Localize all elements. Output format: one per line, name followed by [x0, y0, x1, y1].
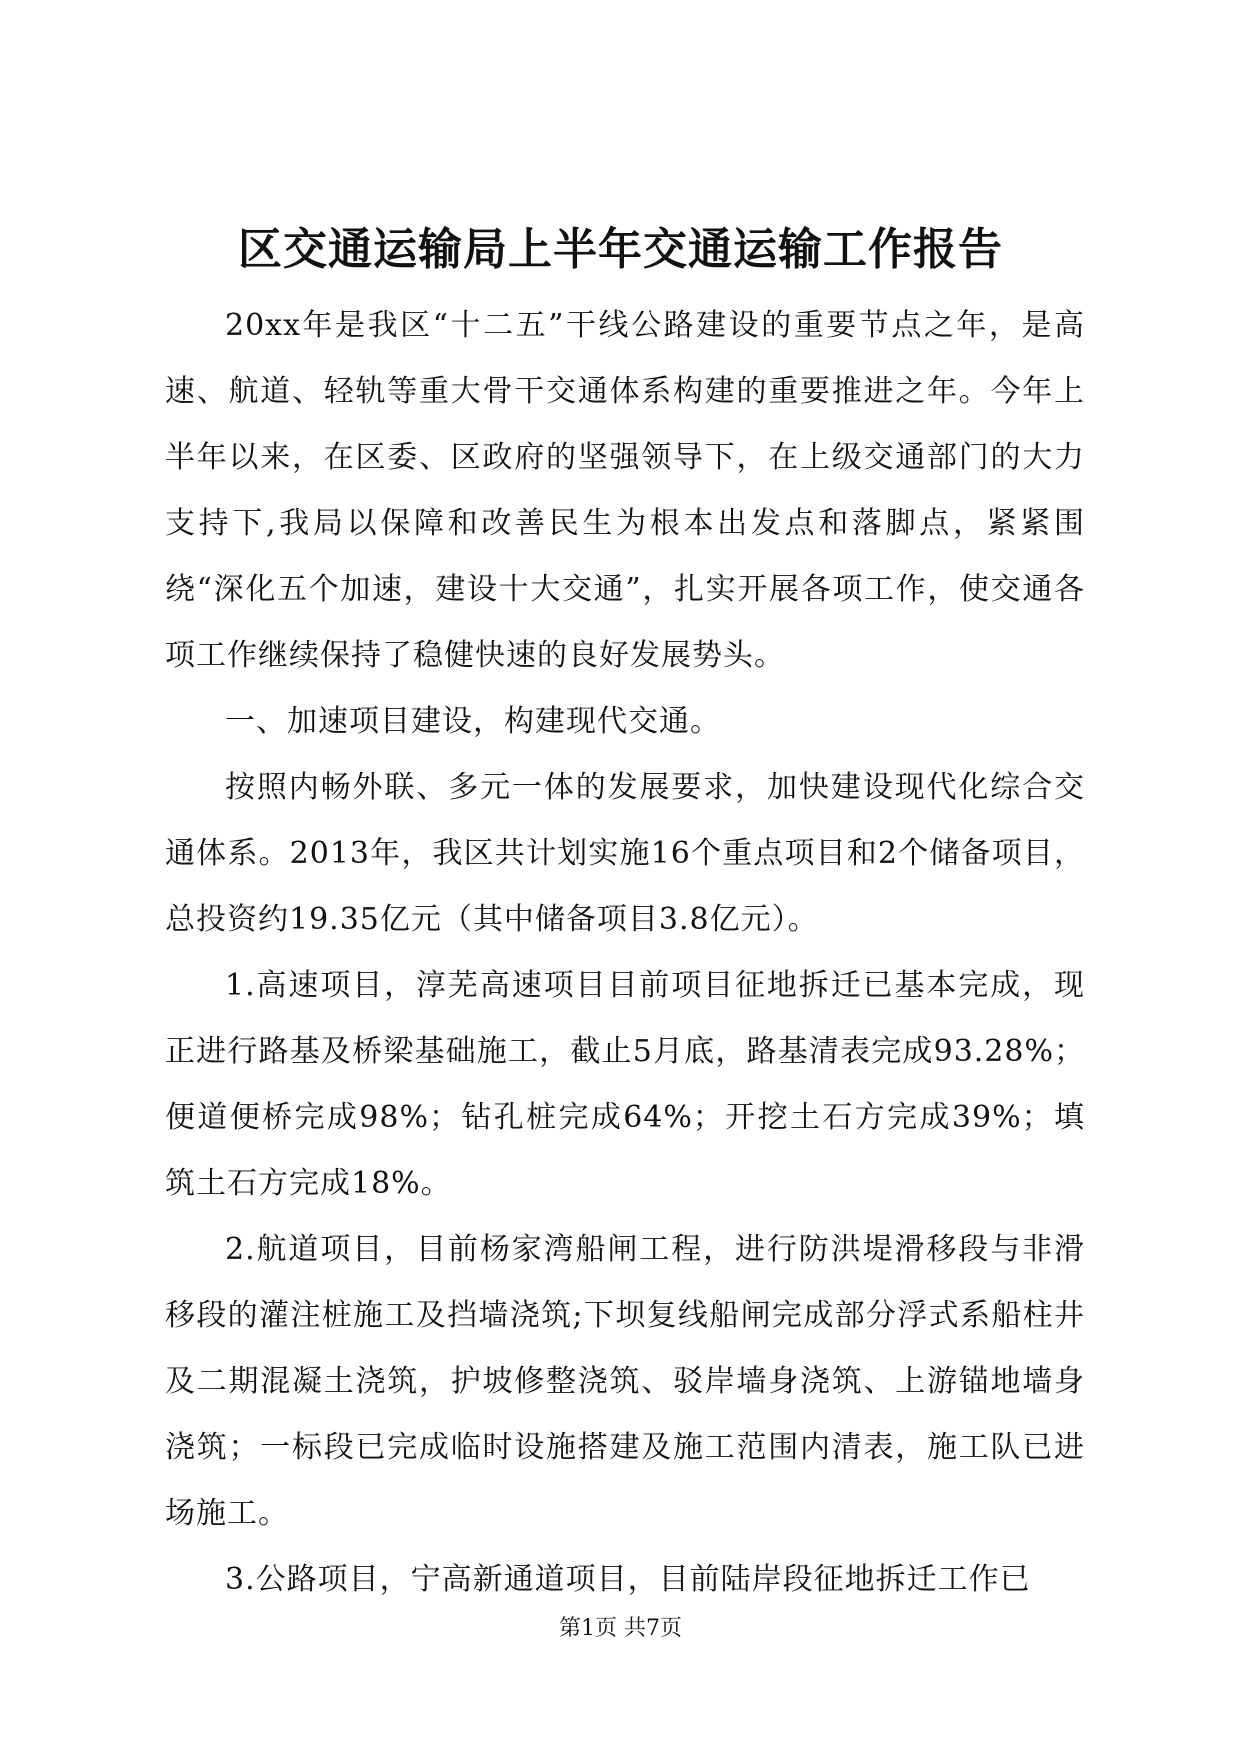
section-heading-1: 一、加速项目建设，构建现代交通。: [225, 704, 721, 739]
paragraph-waterway-project: 2.航道项目，目前杨家湾船闸工程，进行防洪堤滑移段与非滑移段的灌注桩施工及挡墙浇筑;下坝复线船闸完成部分浮式系船柱井及二期混凝土浇筑，护坡修整浇筑、驳岸墙身浇筑、上游锚地墙身浇筑；一标段已完成临时设施搭建及施工范围内清表，施工队已进场施工。: [165, 1232, 1085, 1531]
paragraph-road-project: 3.公路项目，宁高新通道项目，目前陆岸段征地拆迁工作已: [225, 1562, 1031, 1597]
paragraph-section-1: 按照内畅外联、多元一体的发展要求，加快建设现代化综合交通体系。2013年，我区共计划实施16个重点项目和2个储备项目，总投资约19.35亿元（其中储备项目3.8亿元）。: [165, 770, 1085, 937]
paragraph-intro: 20xx年是我区“十二五”干线公路建设的重要节点之年，是高速、航道、轻轨等重大骨干交通体系构建的重要推进之年。今年上半年以来，在区委、区政府的坚强领导下，在上级交通部门的大力支持下,我局以保障和改善民生为根本出发点和落脚点，紧紧围绕“深化五个加速，建设十大交通”，扎实开展各项工作，使交通各项工作继续保持了稳健快速的良好发展势头。: [165, 308, 1085, 673]
document-body: [165, 293, 1085, 1613]
page-number-footer: 第1页 共7页: [559, 1616, 682, 1641]
document-title: 区交通运输局上半年交通运输工作报告: [238, 224, 1003, 275]
paragraph-highway-project: 1.高速项目，淳芜高速项目目前项目征地拆迁已基本完成，现正进行路基及桥梁基础施工，截止5月底，路基清表完成93.28%；便道便桥完成98%；钻孔桩完成64%；开挖土石方完成39%；填筑土石方完成18%。: [165, 968, 1085, 1201]
